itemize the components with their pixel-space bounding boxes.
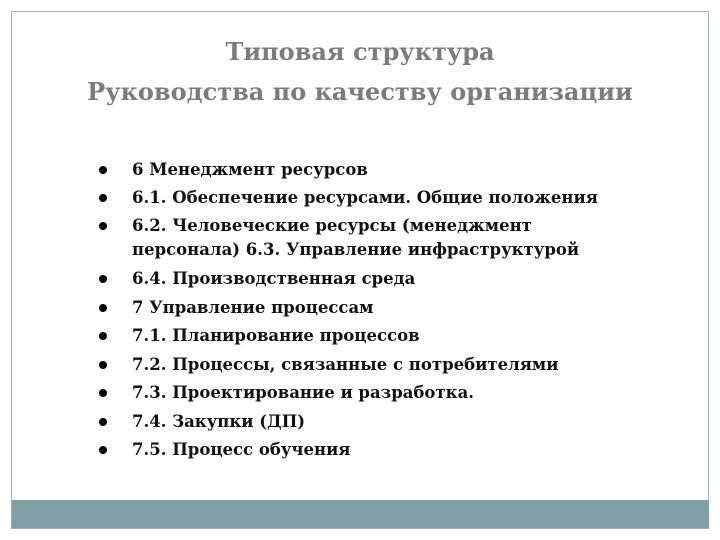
list-item-text: 7.1. Планирование процессов — [132, 326, 420, 345]
bullet-icon — [99, 304, 107, 312]
list-item-text: 6.2. Человеческие ресурсы (менеджмент — [132, 216, 532, 235]
list-item-text: 6 Менеджмент ресурсов — [132, 160, 368, 179]
list-item-text: 7 Управление процессам — [132, 298, 374, 317]
list-item — [0, 266, 720, 292]
list-item-text: 6.1. Обеспечение ресурсами. Общие положения — [132, 188, 598, 207]
list-item — [0, 352, 720, 378]
list-item — [0, 185, 720, 211]
bullet-icon — [99, 222, 107, 230]
list-item-text: 7.4. Закупки (ДП) — [132, 412, 306, 431]
bullet-icon — [99, 361, 107, 369]
bullet-icon — [99, 446, 107, 454]
list-item — [0, 213, 720, 239]
list-item-text: 7.3. Проектирование и разработка. — [132, 383, 475, 402]
title-line-2: Руководства по качеству организации — [87, 77, 633, 106]
list-item — [0, 437, 720, 463]
list-item-text: 7.5. Процесс обучения — [132, 440, 351, 459]
list-item — [0, 157, 720, 183]
list-item — [0, 380, 720, 406]
list-item — [0, 409, 720, 435]
bullet-icon — [99, 194, 107, 202]
list-item — [0, 295, 720, 321]
footer-bar — [12, 500, 709, 528]
list-item-text: 7.2. Процессы, связанные с потребителями — [132, 355, 559, 374]
bullet-icon — [99, 389, 107, 397]
bullet-icon — [99, 332, 107, 340]
list-item-continuation: персонала) 6.3. Управление инфраструктурой — [132, 240, 580, 259]
list-item — [0, 323, 720, 349]
bullet-icon — [99, 275, 107, 283]
list-item-text: 6.4. Производственная среда — [132, 269, 416, 288]
bullet-icon — [99, 166, 107, 174]
title-line-1: Типовая структура — [225, 37, 495, 66]
bullet-icon — [99, 418, 107, 426]
